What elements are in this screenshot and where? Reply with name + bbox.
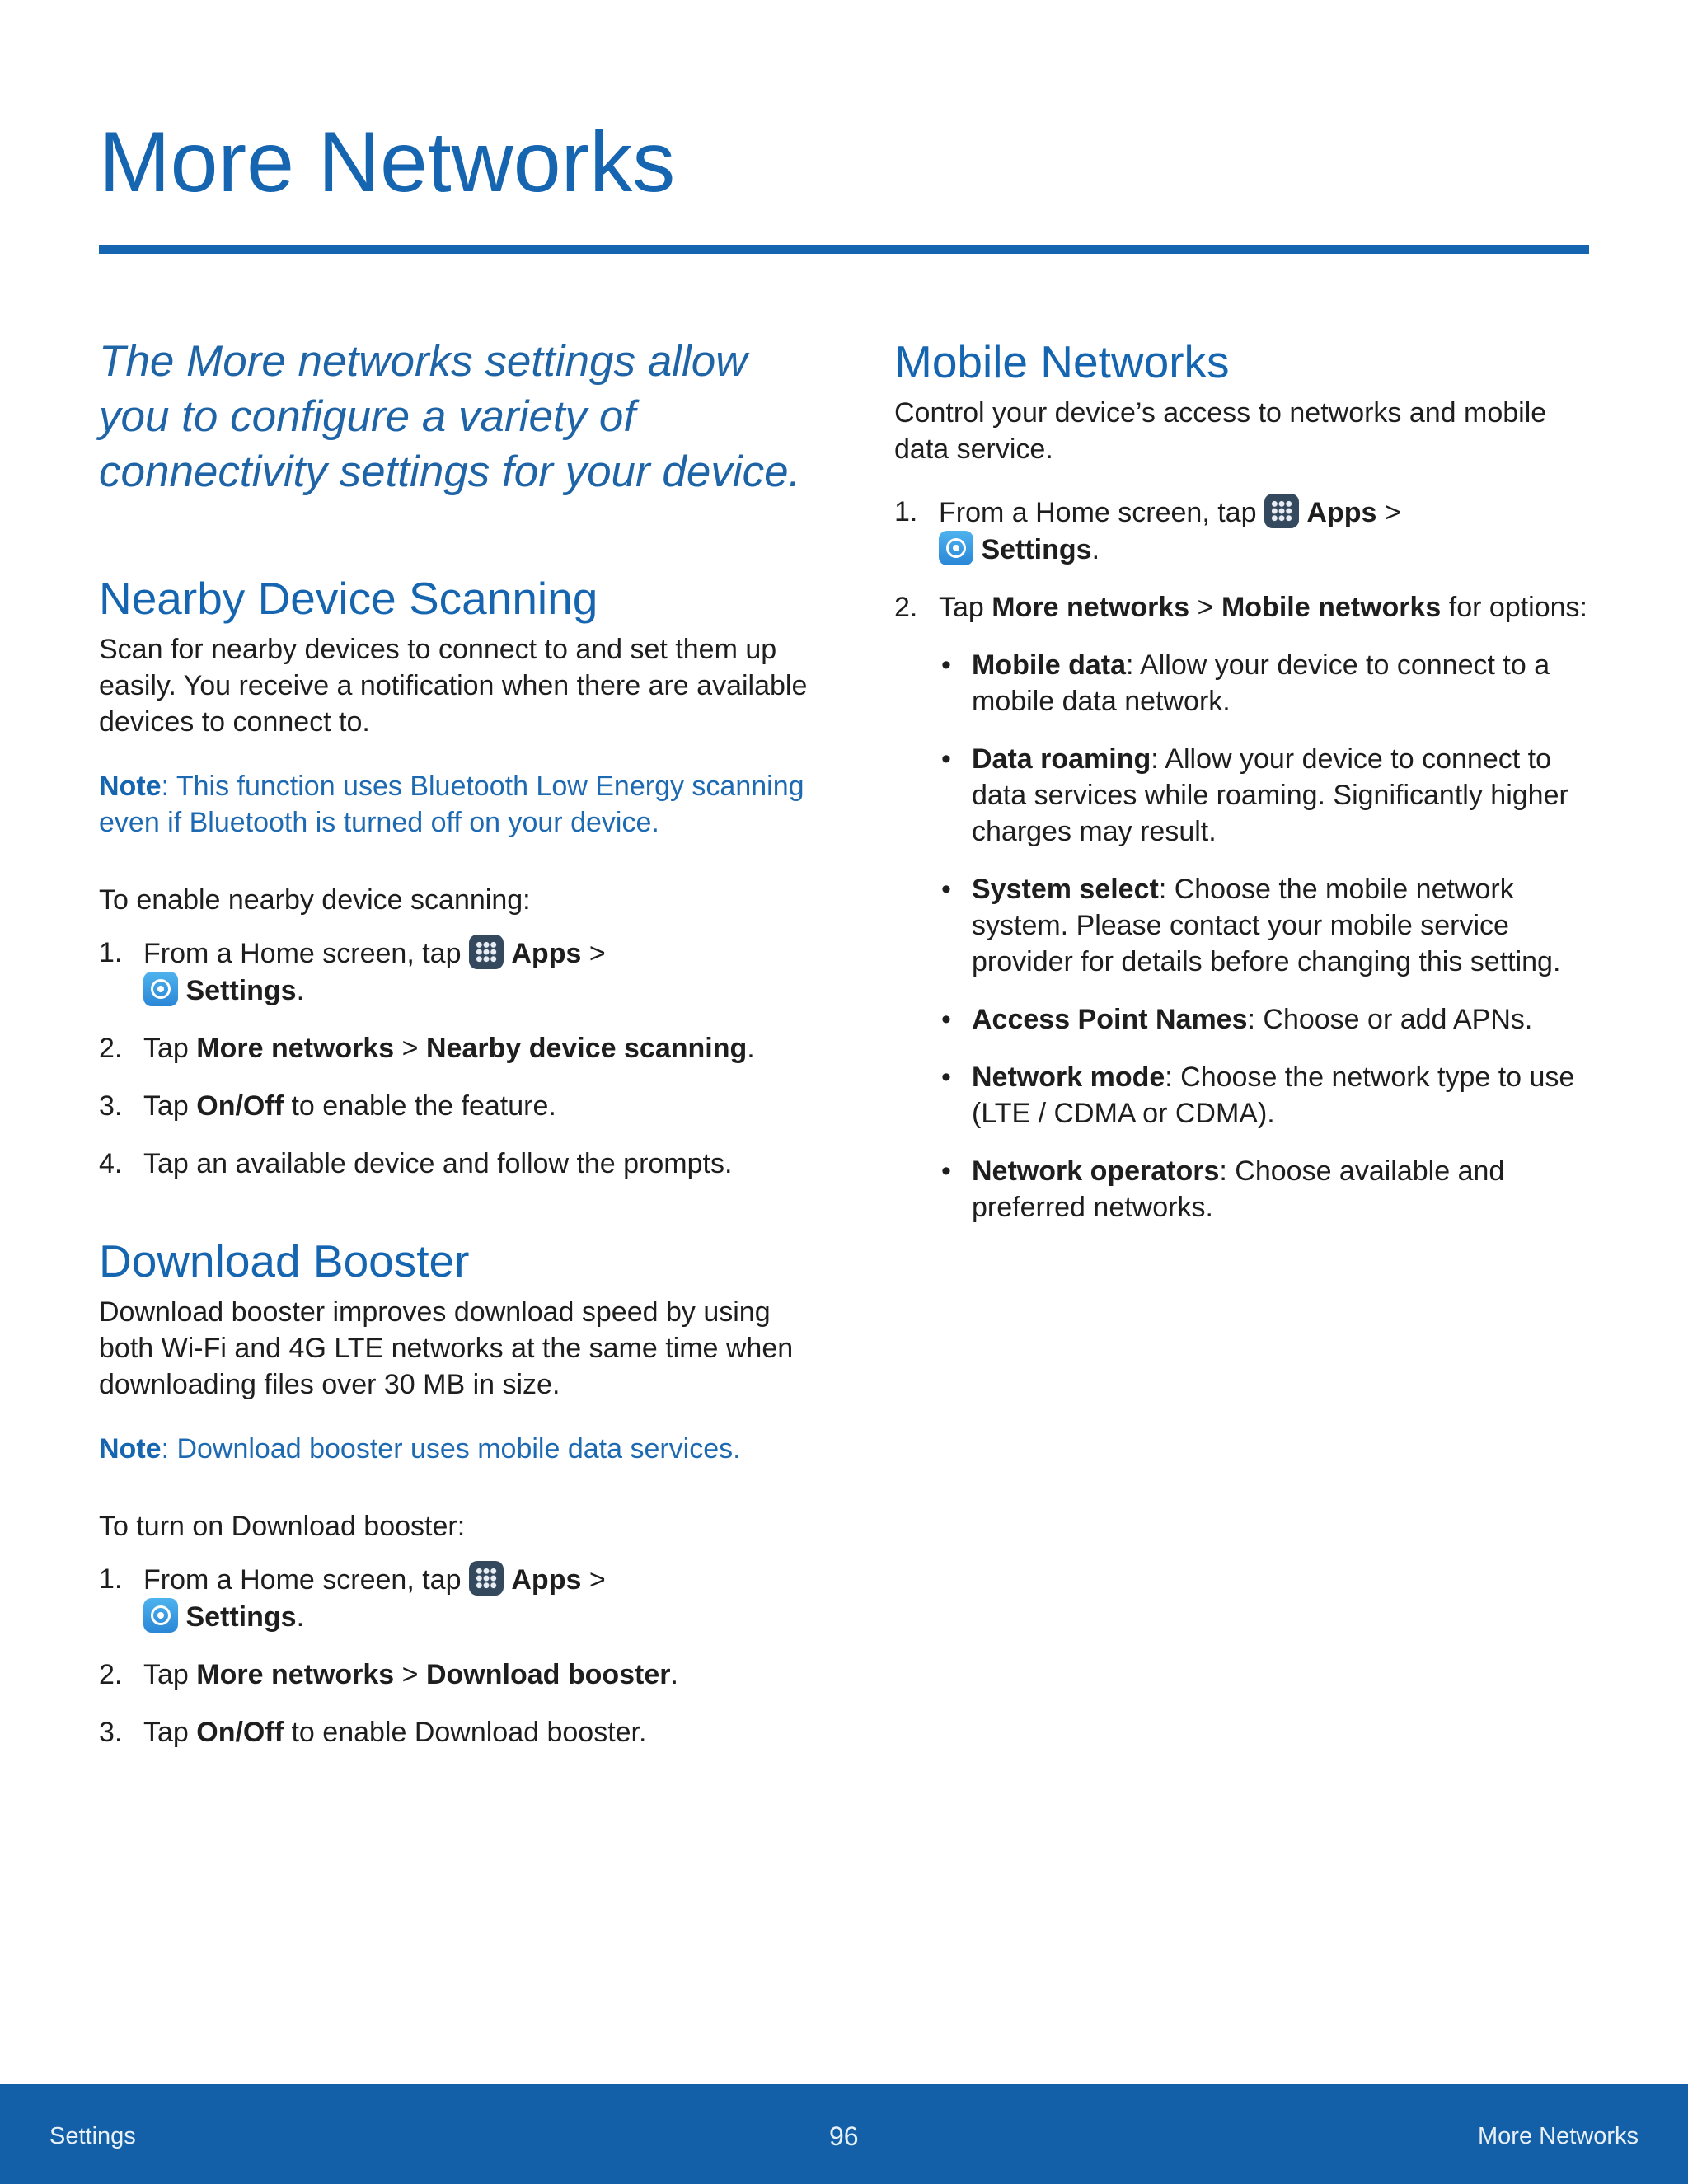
gt-separator: > bbox=[1376, 497, 1401, 528]
nearby-lead: To enable nearby device scanning: bbox=[99, 884, 531, 916]
step-text: Tap an available device and follow the prompts. bbox=[143, 1148, 733, 1179]
booster-heading: Download Booster bbox=[99, 1235, 470, 1286]
option-term: Data roaming bbox=[972, 743, 1151, 775]
nearby-description: Scan for nearby devices to connect to and set them up easily. You receive a notification when there are available devices to connect to. bbox=[99, 634, 808, 738]
bullet: • bbox=[941, 649, 951, 681]
intro-text: The More networks settings allow you to configure a variety of connectivity settings for your device. bbox=[99, 337, 801, 496]
bullet: • bbox=[941, 1004, 951, 1035]
booster-steps bbox=[99, 1561, 808, 1750]
gt-separator: > bbox=[581, 938, 606, 969]
on-off-label: On/Off bbox=[196, 1717, 284, 1748]
title-rule bbox=[99, 245, 1589, 254]
step-number: 2. bbox=[99, 1033, 123, 1064]
list-item bbox=[99, 1088, 808, 1124]
step-number: 2. bbox=[99, 1659, 123, 1690]
step-number: 1. bbox=[99, 937, 123, 968]
step-text: From a Home screen, tap bbox=[143, 1564, 469, 1596]
menu-path-more-networks: More networks bbox=[992, 592, 1190, 623]
list-item bbox=[99, 1030, 808, 1066]
bullet: • bbox=[941, 1155, 951, 1187]
menu-path-more-networks: More networks bbox=[196, 1033, 395, 1064]
option-text: : Allow your device to connect to a mobile data network. bbox=[972, 649, 1550, 717]
note-text: : Download booster uses mobile data services. bbox=[161, 1433, 741, 1465]
option-term: System select bbox=[972, 874, 1159, 905]
list-item bbox=[939, 1059, 1603, 1132]
mobile-description: Control your device’s access to networks and mobile data service. bbox=[894, 397, 1547, 465]
nearby-note bbox=[99, 768, 808, 841]
mobile-steps bbox=[894, 494, 1603, 626]
gt-separator: > bbox=[394, 1659, 426, 1690]
step-text: Tap bbox=[939, 592, 992, 623]
page-number: 96 bbox=[829, 2121, 859, 2151]
list-item bbox=[894, 494, 1603, 568]
left-column bbox=[99, 334, 808, 1750]
list-item bbox=[99, 1146, 808, 1182]
list-item bbox=[99, 1657, 808, 1693]
nearby-heading: Nearby Device Scanning bbox=[99, 573, 598, 624]
option-text: : Choose the mobile network system. Please contact your mobile service provider for details before changing this setting. bbox=[972, 874, 1561, 977]
list-item bbox=[939, 1001, 1603, 1038]
note-label: Note bbox=[99, 771, 162, 802]
list-item bbox=[939, 1153, 1603, 1226]
list-item bbox=[99, 1714, 808, 1750]
list-item bbox=[99, 935, 808, 1009]
menu-path-booster: Download booster bbox=[425, 1659, 671, 1690]
list-item bbox=[894, 589, 1603, 626]
menu-path-nearby: Nearby device scanning bbox=[425, 1033, 748, 1064]
apps-icon bbox=[1264, 494, 1299, 528]
option-term: Network mode bbox=[972, 1062, 1165, 1093]
menu-path-mobile: Mobile networks bbox=[1221, 592, 1442, 623]
step-text: Tap bbox=[143, 1717, 197, 1748]
mobile-heading: Mobile Networks bbox=[894, 336, 1230, 387]
option-term: Mobile data bbox=[972, 649, 1127, 681]
bullet: • bbox=[941, 1062, 951, 1093]
step-text: From a Home screen, tap bbox=[143, 938, 469, 969]
bullet: • bbox=[941, 874, 951, 905]
settings-label: Settings bbox=[185, 1601, 297, 1633]
settings-label: Settings bbox=[185, 975, 297, 1006]
list-item bbox=[99, 1561, 808, 1635]
gt-separator: > bbox=[394, 1033, 426, 1064]
step-rest: for options: bbox=[1441, 592, 1587, 623]
booster-description: Download booster improves download speed by using both Wi-Fi and 4G LTE networks at the same time when downloading files over 30 MB in size. bbox=[99, 1296, 794, 1400]
page-footer bbox=[0, 2084, 1688, 2184]
page-title: More Networks bbox=[99, 115, 676, 210]
period: . bbox=[1091, 534, 1100, 565]
option-text: : Choose the network type to use (LTE / CDMA or CDMA). bbox=[972, 1062, 1575, 1129]
option-term: Access Point Names bbox=[972, 1004, 1248, 1035]
apps-label: Apps bbox=[511, 938, 582, 969]
period: . bbox=[670, 1659, 678, 1690]
step-text: Tap bbox=[143, 1659, 197, 1690]
note-text: : This function uses Bluetooth Low Energy scanning even if Bluetooth is turned off on your device. bbox=[99, 771, 804, 838]
footer-section: Settings bbox=[49, 2123, 136, 2149]
gt-separator: > bbox=[1189, 592, 1221, 623]
right-column bbox=[894, 334, 1603, 1226]
option-text: : Allow your device to connect to data services while roaming. Significantly higher charges may result. bbox=[972, 743, 1568, 847]
step-number: 1. bbox=[99, 1563, 123, 1595]
booster-lead: To turn on Download booster: bbox=[99, 1511, 466, 1542]
step-rest: to enable Download booster. bbox=[284, 1717, 647, 1748]
step-text: Tap bbox=[143, 1090, 197, 1122]
apps-icon bbox=[469, 1561, 504, 1596]
mobile-options bbox=[939, 647, 1603, 1226]
step-number: 1. bbox=[894, 496, 918, 527]
settings-icon bbox=[143, 972, 178, 1006]
step-rest: to enable the feature. bbox=[284, 1090, 556, 1122]
menu-path-more-networks: More networks bbox=[196, 1659, 395, 1690]
apps-label: Apps bbox=[511, 1564, 582, 1596]
nearby-steps bbox=[99, 935, 808, 1182]
period: . bbox=[747, 1033, 755, 1064]
on-off-label: On/Off bbox=[196, 1090, 284, 1122]
footer-chapter: More Networks bbox=[1478, 2123, 1639, 2149]
list-item bbox=[939, 871, 1603, 980]
period: . bbox=[296, 1601, 305, 1633]
gt-separator: > bbox=[581, 1564, 606, 1596]
apps-label: Apps bbox=[1306, 497, 1377, 528]
step-number: 2. bbox=[894, 592, 918, 623]
list-item bbox=[939, 647, 1603, 719]
step-number: 3. bbox=[99, 1717, 123, 1748]
option-text: : Choose available and preferred networks. bbox=[972, 1155, 1505, 1223]
list-item bbox=[939, 741, 1603, 850]
period: . bbox=[296, 975, 305, 1006]
settings-icon bbox=[143, 1598, 178, 1633]
settings-icon bbox=[939, 531, 973, 565]
step-text: From a Home screen, tap bbox=[939, 497, 1264, 528]
bullet: • bbox=[941, 743, 951, 775]
step-text: Tap bbox=[143, 1033, 197, 1064]
settings-label: Settings bbox=[981, 534, 1092, 565]
step-number: 3. bbox=[99, 1090, 123, 1122]
option-term: Network operators bbox=[972, 1155, 1220, 1187]
option-text: : Choose or add APNs. bbox=[1247, 1004, 1533, 1035]
apps-icon bbox=[469, 935, 504, 969]
booster-note bbox=[99, 1431, 808, 1467]
step-number: 4. bbox=[99, 1148, 123, 1179]
note-label: Note bbox=[99, 1433, 162, 1465]
